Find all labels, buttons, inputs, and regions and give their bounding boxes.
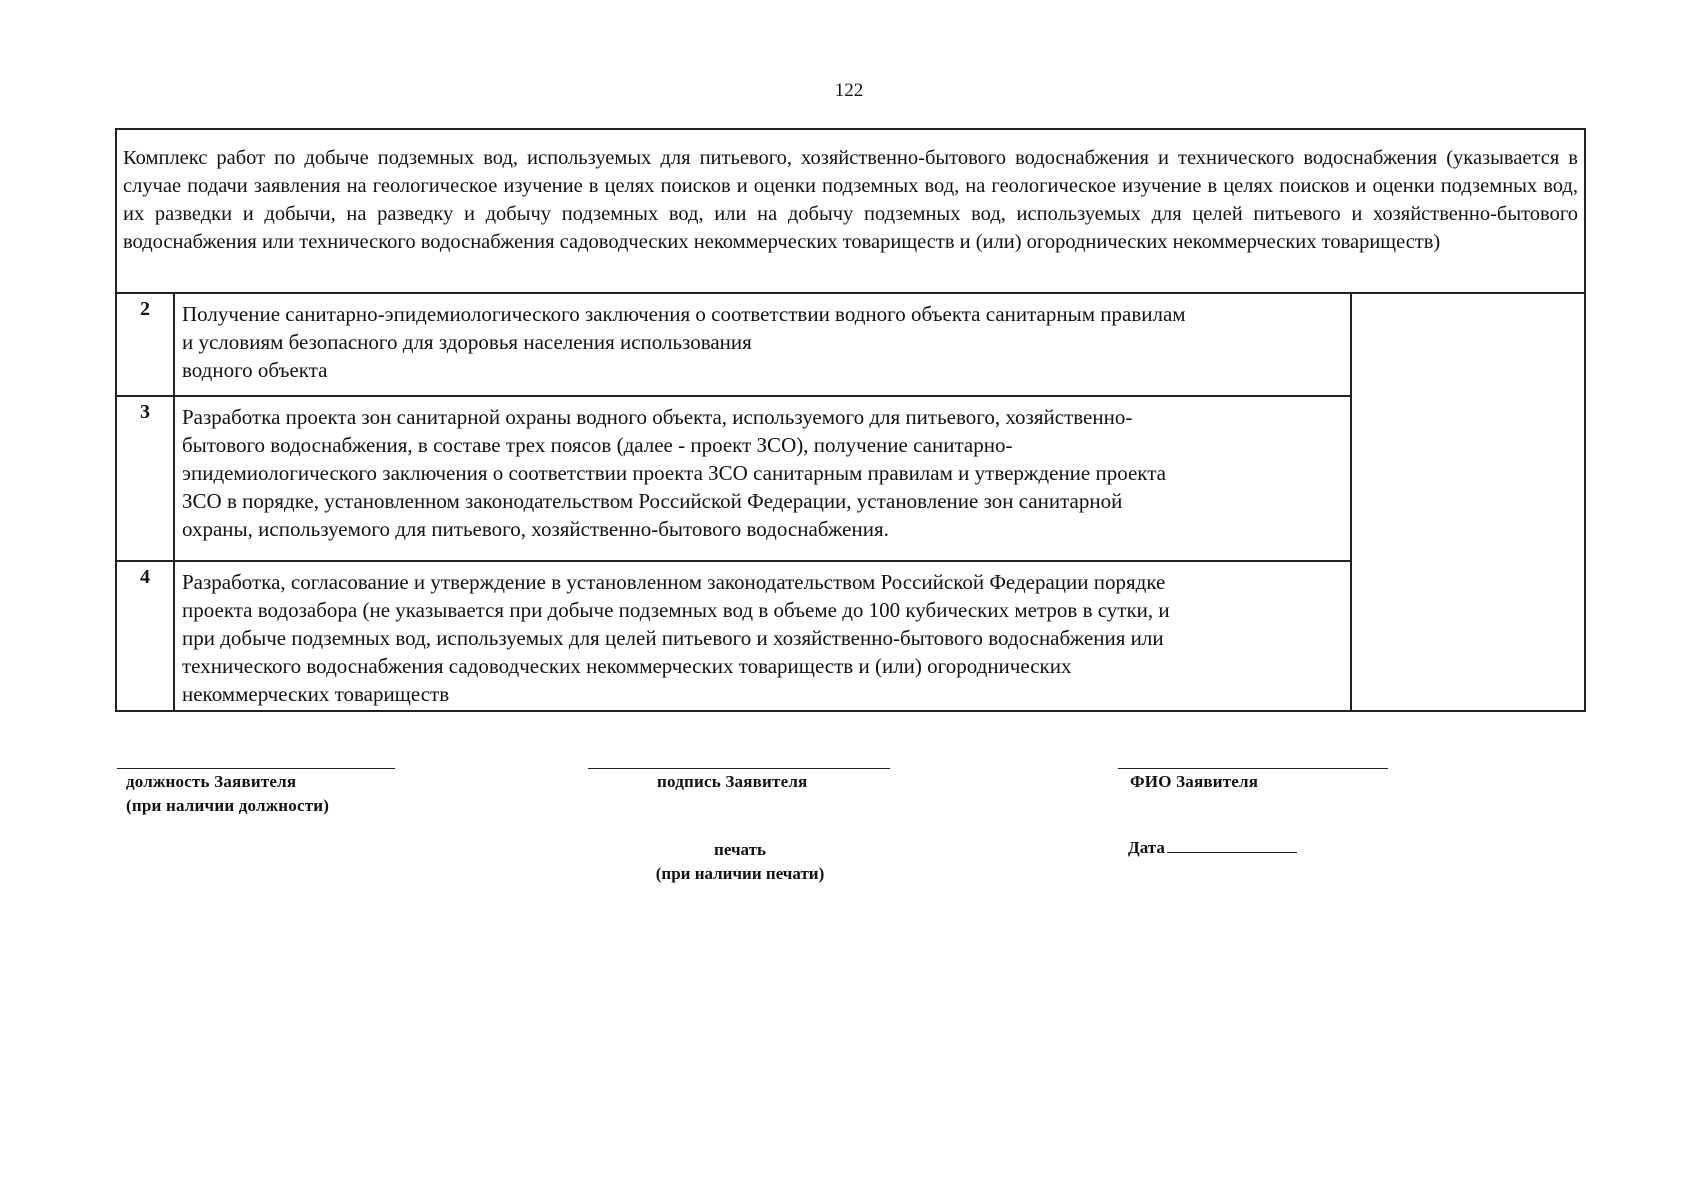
row-text-line: ЗСО в порядке, установленном законодательством Российской Федерации, установление зон санитарной [182, 489, 1123, 513]
row-text [173, 397, 1350, 560]
row-text-line: бытового водоснабжения, в составе трех поясов (далее - проект ЗСО), получение санитарно- [182, 433, 1013, 457]
stamp-note: (при наличии печати) [655, 864, 825, 883]
right-column-border [1350, 294, 1352, 710]
row-text-line: водного объекта [182, 358, 328, 382]
row-text-line: Разработка проекта зон санитарной охраны водного объекта, используемого для питьевого, хозяйственно- [182, 405, 1133, 429]
date-block [1128, 838, 1297, 858]
row-text-line: Разработка, согласование и утверждение в установленном законодательством Российской Федерации порядке [182, 570, 1166, 594]
row-text-line: при добыче подземных вод, используемых для целей питьевого и хозяйственно-бытового водоснабжения или [182, 626, 1164, 650]
row-number: 2 [140, 298, 150, 320]
stamp-label: печать [714, 840, 766, 859]
stamp-block [600, 838, 880, 886]
requirements-table [115, 128, 1586, 712]
row-text-line: некоммерческих товариществ [182, 682, 450, 706]
row-text-line: технического водоснабжения садоводческих некоммерческих товариществ и (или) огороднических [182, 654, 1072, 678]
row-text-line: Получение санитарно-эпидемиологического заключения о соответствии водного объекта санитарным правилам [182, 302, 1186, 326]
row-text-line: охраны, используемого для питьевого, хозяйственно-бытового водоснабжения. [182, 517, 889, 541]
signature-line [588, 768, 890, 769]
signature-label: подпись Заявителя [657, 772, 808, 791]
row-text [173, 294, 1350, 395]
row-text-line: проекта водозабора (не указывается при добыче подземных вод в объеме до 100 кубических метров в сутки, и [182, 598, 1170, 622]
position-label-note: (при наличии должности) [126, 796, 330, 815]
row-text-line: эпидемиологического заключения о соответствии проекта ЗСО санитарным правилам и утверждение проекта [182, 461, 1166, 485]
position-label [126, 770, 329, 818]
position-label-text: должность Заявителя [126, 772, 297, 791]
page-number: 122 [834, 80, 864, 101]
row-text [173, 562, 1350, 710]
position-signature-line [117, 768, 395, 769]
date-field-line [1167, 852, 1297, 853]
row-number: 3 [140, 401, 150, 423]
table-header-cell: Комплекс работ по добыче подземных вод, используемых для питьевого, хозяйственно-бытового водоснабжения и технического водоснабжения (указывается в случае подачи заявления на геологическое изучение в целях поисков и оценки подземных вод, на геологическое изучение в целях поисков и оценки подземных вод, их разведки и добычи, на разведку и добычу подземных вод, или на добычу подземных вод, используемых для целей питьевого и хозяйственно-бытового водоснабжения или технического водоснабжения садоводческих некоммерческих товариществ и (или) огороднических некоммерческих товариществ) [117, 130, 1584, 294]
name-label: ФИО Заявителя [1130, 772, 1259, 791]
name-signature-line [1118, 768, 1388, 769]
row-text-line: и условиям безопасного для здоровья населения использования [182, 330, 752, 354]
date-label: Дата [1128, 838, 1165, 857]
row-number: 4 [140, 566, 150, 588]
